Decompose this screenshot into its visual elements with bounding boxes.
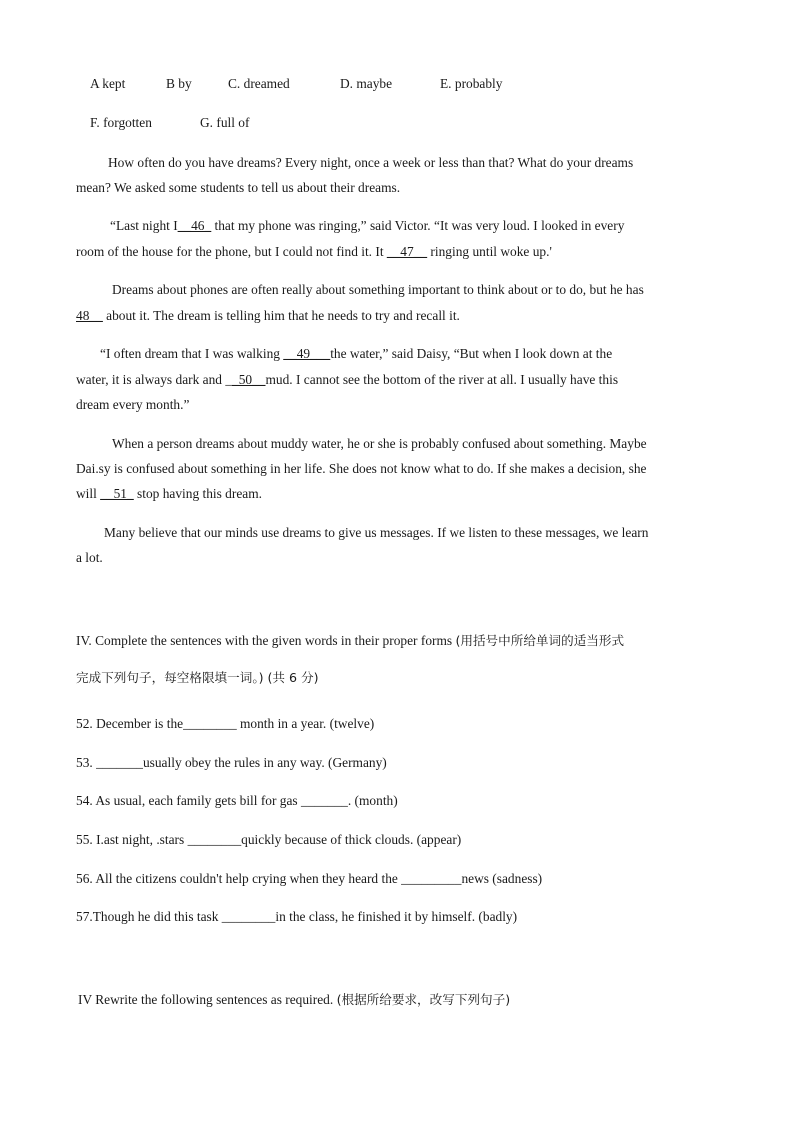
question-52: 52. December is the________ month in a year. (twelve) xyxy=(76,716,375,731)
option-g: G. full of xyxy=(200,115,250,130)
option-a: A kept xyxy=(90,76,126,91)
passage-line: Dai.sy is confused about something in her life. She does not know what to do. If she makes a decision, she xyxy=(76,461,647,476)
passage-line: dream every month.” xyxy=(76,397,190,412)
passage-line: a lot. xyxy=(76,550,103,565)
passage-text: will xyxy=(76,486,101,501)
section-heading-cn-line2: 完成下列句子，每空格限填一词。) (共 6 分) xyxy=(76,670,319,685)
passage-text: “I often dream that I was walking xyxy=(100,346,284,361)
passage-text: that my phone was ringing,” said Victor. “It was very loud. I looked in every xyxy=(211,218,625,233)
passage-text: water, it is always dark and _ xyxy=(76,372,233,387)
passage-line: Dreams about phones are often really about something important to think about or to do, but he has xyxy=(112,282,644,297)
passage-line xyxy=(76,243,552,261)
passage-line xyxy=(110,217,624,235)
section-heading-cn: (根据所给要求，改写下列句子) xyxy=(336,992,511,1007)
blank-47: __47__ xyxy=(386,244,428,259)
option-b: B by xyxy=(166,76,192,91)
passage-text: room of the house for the phone, but I could not find it. It xyxy=(76,244,387,259)
section-heading-en: IV. Complete the sentences with the given words in their proper forms xyxy=(76,633,456,648)
option-e: E. probably xyxy=(440,76,503,91)
passage-line: How often do you have dreams? Every night, once a week or less than that? What do your dreams xyxy=(108,155,634,170)
passage-line xyxy=(100,345,612,363)
option-c: C. dreamed xyxy=(228,76,290,91)
passage-text: “Last night I xyxy=(110,218,178,233)
passage-line: When a person dreams about muddy water, he or she is probably confused about something. Maybe xyxy=(112,436,647,451)
question-54: 54. As usual, each family gets bill for gas _______. (month) xyxy=(76,793,398,808)
section-heading xyxy=(78,991,510,1009)
blank-48: 48__ xyxy=(76,308,103,323)
blank-50: _50__ xyxy=(232,372,266,387)
question-53: 53. _______usually obey the rules in any way. (Germany) xyxy=(76,755,387,770)
passage-line: mean? We asked some students to tell us about their dreams. xyxy=(76,180,401,195)
blank-51: __51_ xyxy=(100,486,134,501)
option-d: D. maybe xyxy=(340,76,393,91)
passage-text: ringing until woke up.' xyxy=(427,244,552,259)
question-55: 55. I.ast night, .stars ________quickly because of thick clouds. (appear) xyxy=(76,832,462,847)
passage-text: mud. I cannot see the bottom of the river at all. I usually have this xyxy=(265,372,619,387)
blank-46: __46_ xyxy=(177,218,212,233)
passage-text: the water,” said Daisy, “But when I look down at the xyxy=(330,346,613,361)
section-heading-en: IV Rewrite the following sentences as required. xyxy=(78,992,337,1007)
blank-49: __49___ xyxy=(283,346,331,361)
section-heading-cn: (用括号中所给单词的适当形式 xyxy=(455,633,625,648)
section-heading xyxy=(76,632,624,650)
question-57: 57.Though he did this task ________in the class, he finished it by himself. (badly) xyxy=(76,909,518,924)
passage-text: about it. The dream is telling him that he needs to try and recall it. xyxy=(102,308,460,323)
passage-line xyxy=(76,307,460,325)
passage-line xyxy=(76,371,618,389)
passage-line: Many believe that our minds use dreams to give us messages. If we listen to these messages, we learn xyxy=(104,525,649,540)
passage-text: stop having this dream. xyxy=(133,486,262,501)
option-f: F. forgotten xyxy=(90,115,152,130)
passage-line xyxy=(76,485,262,503)
question-56: 56. All the citizens couldn't help crying when they heard the _________news (sadness) xyxy=(76,871,543,886)
